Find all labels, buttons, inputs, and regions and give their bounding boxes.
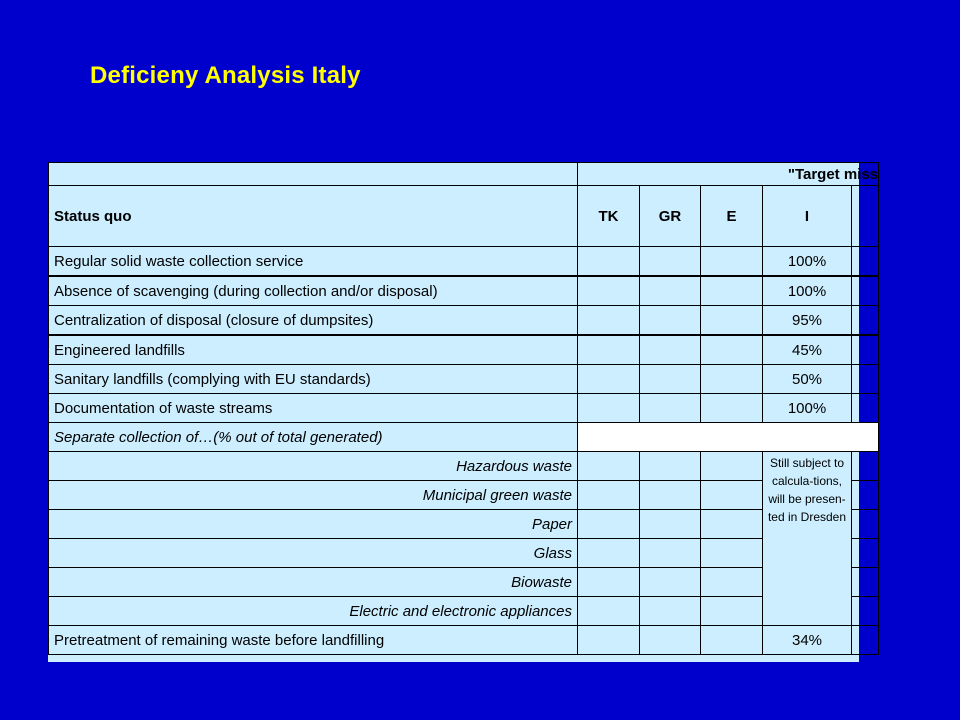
row-label: Engineered landfills bbox=[49, 335, 578, 365]
separate-collection-heading: Separate collection of…(% out of total generated) bbox=[49, 423, 578, 452]
sub-row-label: Biowaste bbox=[49, 568, 578, 597]
sub-row-label: Electric and electronic appliances bbox=[49, 597, 578, 626]
row-label: Documentation of waste streams bbox=[49, 394, 578, 423]
row-label: Sanitary landfills (complying with EU standards) bbox=[49, 365, 578, 394]
row-i-value: 34% bbox=[763, 626, 852, 655]
table-row bbox=[49, 365, 879, 394]
i-header: I bbox=[763, 186, 852, 247]
row-label: Pretreatment of remaining waste before landfilling bbox=[49, 626, 578, 655]
sub-row-label: Hazardous waste bbox=[49, 452, 578, 481]
table-row bbox=[49, 276, 879, 306]
status-quo-header: Status quo bbox=[49, 186, 578, 247]
table-row bbox=[49, 539, 879, 568]
table-row bbox=[49, 626, 879, 655]
sub-row-label: Glass bbox=[49, 539, 578, 568]
table-row bbox=[49, 452, 879, 481]
deficiency-table bbox=[48, 162, 879, 662]
target-header: "Target miss bbox=[578, 163, 879, 186]
calculation-note: Still subject to calcula-tions, will be presen-ted in Dresden bbox=[763, 452, 852, 626]
tk-header: TK bbox=[578, 186, 640, 247]
extra-header bbox=[852, 186, 879, 247]
row-i-value: 100% bbox=[763, 247, 852, 277]
row-i-value: 100% bbox=[763, 276, 852, 306]
table-row bbox=[49, 335, 879, 365]
row-label: Regular solid waste collection service bbox=[49, 247, 578, 277]
table-row bbox=[49, 247, 879, 277]
table-row bbox=[49, 597, 879, 626]
row-label: Absence of scavenging (during collection and/or disposal) bbox=[49, 276, 578, 306]
table-row bbox=[49, 510, 879, 539]
row-i-value: 45% bbox=[763, 335, 852, 365]
sub-row-label: Municipal green waste bbox=[49, 481, 578, 510]
sub-row-label: Paper bbox=[49, 510, 578, 539]
super-header-blank bbox=[49, 163, 578, 186]
super-header-row bbox=[49, 163, 879, 186]
row-label: Centralization of disposal (closure of dumpsites) bbox=[49, 306, 578, 336]
row-i-value: 100% bbox=[763, 394, 852, 423]
table-row bbox=[49, 481, 879, 510]
table-row bbox=[49, 394, 879, 423]
header-row bbox=[49, 186, 879, 247]
row-i-value: 95% bbox=[763, 306, 852, 336]
table-row bbox=[49, 306, 879, 336]
slide-title: Deficieny Analysis Italy bbox=[90, 62, 361, 89]
row-i-value: 50% bbox=[763, 365, 852, 394]
gr-header: GR bbox=[640, 186, 701, 247]
separate-collection-row bbox=[49, 423, 879, 452]
table-row bbox=[49, 568, 879, 597]
e-header: E bbox=[701, 186, 763, 247]
